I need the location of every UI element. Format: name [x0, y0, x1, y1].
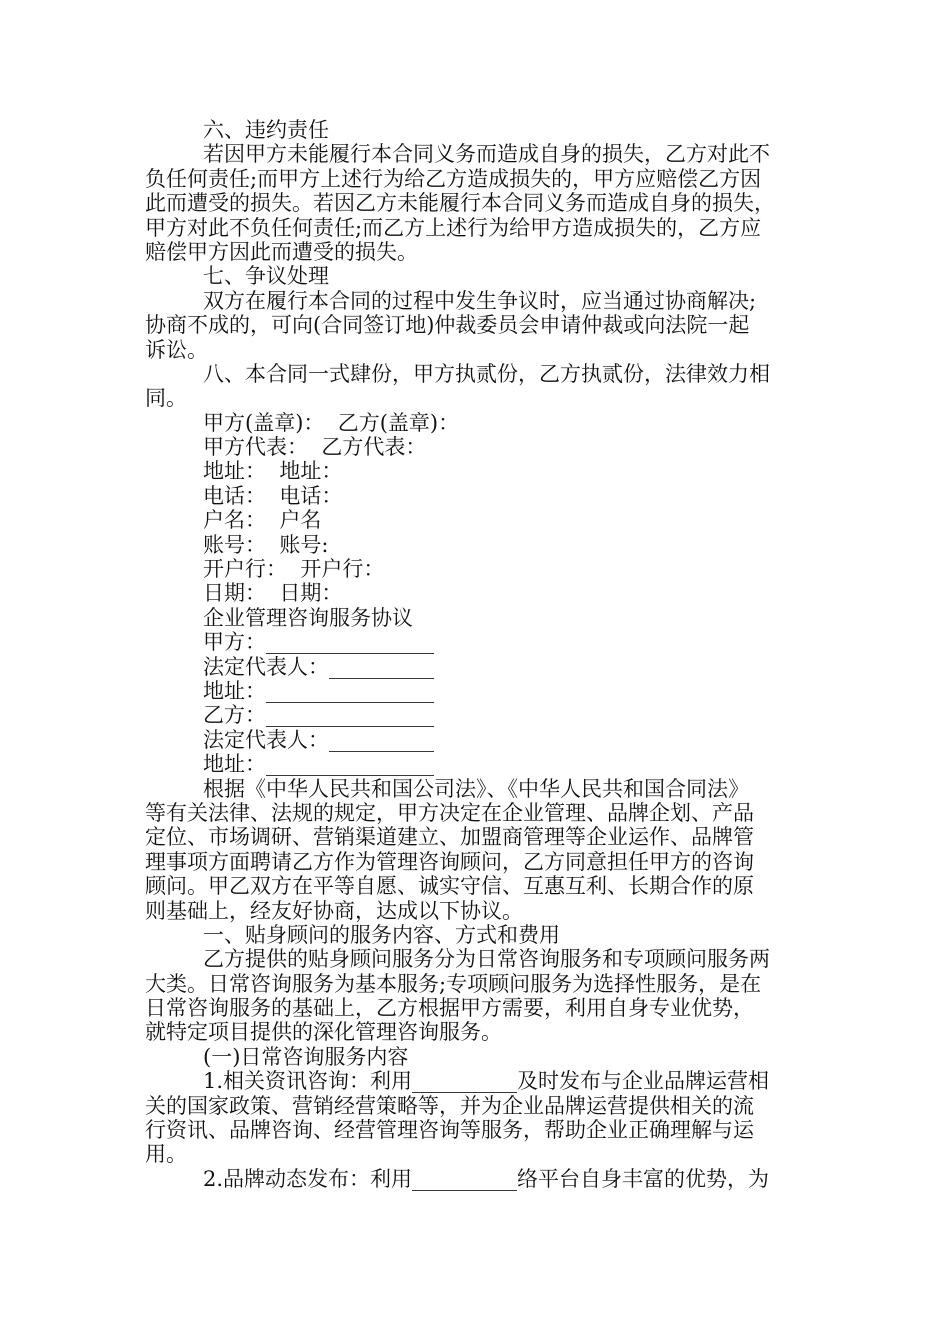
paragraph-line: 甲方对此不负任何责任;而乙方上述行为给甲方造成损失的，乙方应: [145, 215, 762, 240]
paragraph-line: 大类。日常咨询服务为基本服务;专项顾问服务为选择性服务，是在: [145, 971, 762, 996]
section-heading: 一、贴身顾问的服务内容、方式和费用: [203, 922, 560, 947]
section-heading: 六、违约责任: [203, 118, 329, 142]
paragraph-line: 双方在履行本合同的过程中发生争议时，应当通过协商解决;: [203, 288, 757, 313]
paragraph-line: 等有关法律、法规的规定，甲方决定在企业管理、品牌企划、产品: [145, 800, 754, 825]
paragraph-line: 就特定项目提供的深化管理咨询服务。: [145, 1020, 502, 1045]
signature-field: 地址： 地址：: [203, 459, 343, 484]
paragraph-line: 定位、市场调研、营销渠道建立、加盟商管理等企业运作、品牌管: [145, 825, 754, 850]
paragraph-line: 若因甲方未能履行本合同义务而造成自身的损失，乙方对此不: [203, 142, 770, 167]
party-field: 地址：________________: [203, 752, 434, 777]
paragraph-line: 赔偿甲方因此而遭受的损失。: [145, 239, 418, 264]
document-body: [145, 118, 805, 1191]
paragraph-line: 此而遭受的损失。若因乙方未能履行本合同义务而造成自身的损失，: [145, 191, 775, 216]
party-field: 地址：________________: [203, 678, 434, 703]
paragraph-line: 同。: [145, 386, 187, 411]
signature-field: 户名： 户名: [203, 508, 322, 533]
signature-field: 账号： 账号:: [203, 532, 329, 557]
paragraph-line: 负任何责任;而甲方上述行为给乙方造成损失的，甲方应赔偿乙方因: [145, 166, 762, 191]
paragraph-line: 2.品牌动态发布：利用__________络平台自身丰富的优势，为: [203, 1166, 770, 1191]
section-heading: 七、争议处理: [203, 264, 329, 289]
subsection-heading: (一)日常咨询服务内容: [203, 1044, 409, 1069]
signature-field: 日期： 日期：: [203, 581, 343, 606]
paragraph-line: 行资讯、品牌咨询、经营管理咨询等服务，帮助企业正确理解与运: [145, 1118, 754, 1143]
paragraph-line: 理事项方面聘请乙方作为管理咨询顾问，乙方同意担任甲方的咨询: [145, 849, 754, 874]
agreement-title: 企业管理咨询服务协议: [203, 605, 413, 630]
section-heading: 八、本合同一式肆份，甲方执贰份，乙方执贰份，法律效力相: [203, 361, 770, 386]
paragraph-line: 诉讼。: [145, 337, 208, 362]
party-field: 法定代表人：__________: [203, 727, 434, 752]
paragraph-line: 协商不成的，可向(合同签订地)仲裁委员会申请仲裁或向法院一起: [145, 313, 750, 338]
paragraph-line: 根据《中华人民共和国公司法》、《中华人民共和国合同法》: [203, 776, 749, 801]
signature-field: 甲方代表： 乙方代表：: [203, 435, 427, 460]
paragraph-line: 乙方提供的贴身顾问服务分为日常咨询服务和专项顾问服务两: [203, 947, 770, 972]
paragraph-line: 1.相关资讯咨询：利用__________及时发布与企业品牌运营相: [203, 1069, 770, 1094]
signature-field: 开户行： 开户行：: [203, 557, 385, 582]
paragraph-line: 用。: [145, 1142, 187, 1167]
paragraph-line: 则基础上，经友好协商，达成以下协议。: [145, 898, 523, 923]
party-field: 乙方：________________: [203, 703, 434, 728]
paragraph-line: 关的国家政策、营销经营策略等，并为企业品牌运营提供相关的流: [145, 1093, 754, 1118]
paragraph-line: 日常咨询服务的基础上，乙方根据甲方需要，利用自身专业优势，: [145, 996, 754, 1021]
signature-field: 甲方(盖章)： 乙方(盖章)：: [203, 410, 460, 435]
party-field: 甲方：________________: [203, 630, 434, 655]
signature-field: 电话： 电话：: [203, 483, 343, 508]
party-field: 法定代表人：__________: [203, 654, 434, 679]
paragraph-line: 顾问。甲乙双方在平等自愿、诚实守信、互惠互利、长期合作的原: [145, 874, 754, 899]
